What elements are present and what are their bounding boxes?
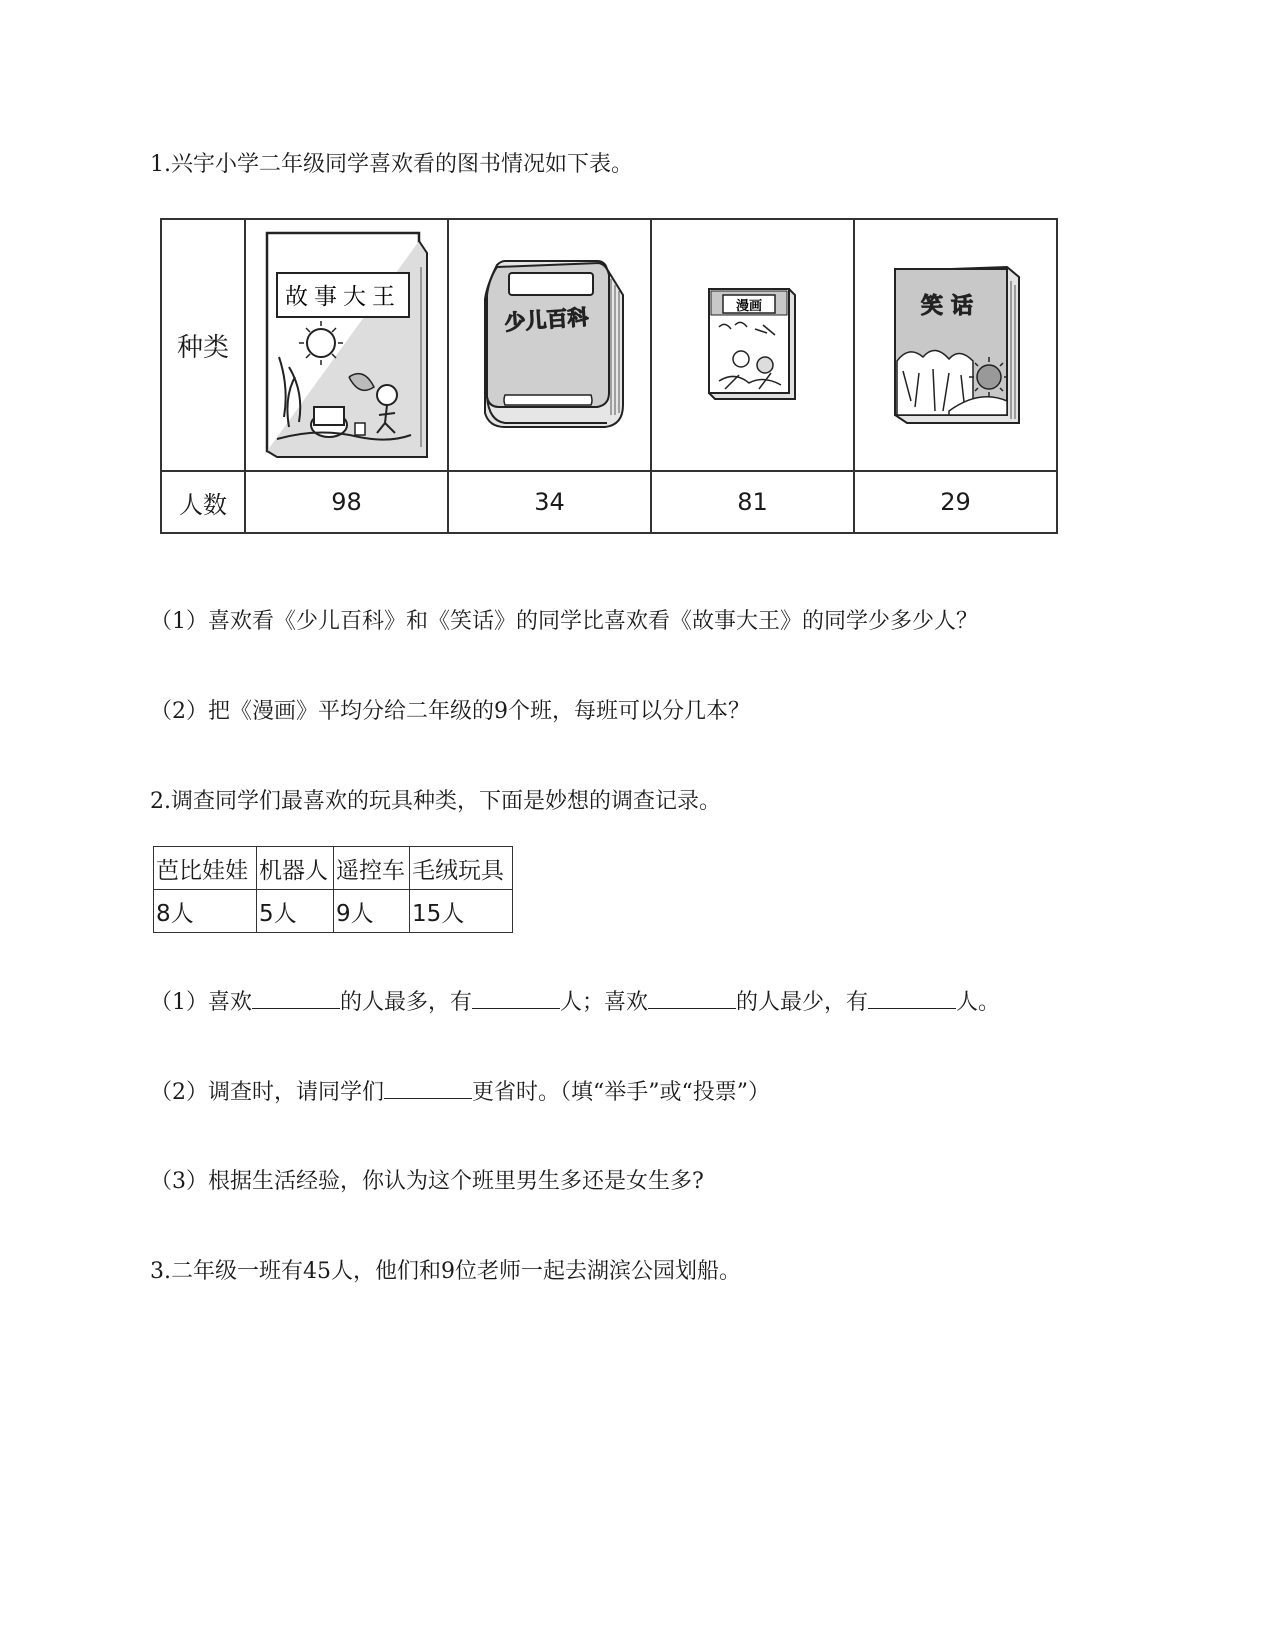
story-king-book-icon: [259, 227, 434, 463]
toy-header-rc-car: 遥控车: [334, 847, 410, 890]
toy-value-barbie: 8人: [154, 890, 257, 933]
count-story-king: 98: [245, 471, 448, 533]
q2-sub1-part-c: 人；喜欢: [560, 990, 649, 1015]
book-cell-jokes: [854, 219, 1057, 471]
q2-title: 2.调查同学们最喜欢的玩具种类，下面是妙想的调查记录。: [150, 789, 721, 814]
comic-cover-text: 漫画: [735, 299, 762, 314]
q1-sub1: （1）喜欢看《少儿百科》和《笑话》的同学比喜欢看《故事大王》的同学少多少人？: [150, 609, 978, 634]
book-cell-comic: [651, 219, 854, 471]
q1-title: 1.兴宇小学二年级同学喜欢看的图书情况如下表。: [150, 152, 633, 177]
answer-blank-least-count[interactable]: [868, 988, 956, 1009]
q2-sub2: [150, 1078, 770, 1108]
q2-sub1-part-b: 的人最多，有: [340, 990, 473, 1015]
book-cell-encyclopedia: [448, 219, 651, 471]
answer-blank-most-count[interactable]: [472, 988, 560, 1009]
q2-sub3: （3）根据生活经验，你认为这个班里男生多还是女生多?: [150, 1169, 704, 1194]
answer-blank-least-toy[interactable]: [648, 988, 736, 1009]
jokes-cover-text: 笑话: [920, 294, 981, 319]
jokes-book-icon: [889, 261, 1023, 429]
encyclopedia-book-icon: [475, 255, 625, 435]
toy-value-plush: 15人: [410, 890, 513, 933]
answer-blank-most-toy[interactable]: [252, 988, 340, 1009]
q2-sub1-part-d: 的人最少，有: [736, 990, 869, 1015]
comic-book-icon: [705, 285, 801, 405]
q2-sub1-part-e: 人。: [956, 990, 1001, 1015]
toy-value-robot: 5人: [257, 890, 334, 933]
books-table: [160, 218, 1058, 534]
answer-blank-survey-method[interactable]: [384, 1078, 472, 1099]
count-comic: 81: [651, 471, 854, 533]
toy-header-robot: 机器人: [257, 847, 334, 890]
q2-sub1-part-a: （1）喜欢: [150, 990, 252, 1015]
book-cell-story-king: [245, 219, 448, 471]
toy-header-plush: 毛绒玩具: [410, 847, 513, 890]
toys-table: [153, 846, 513, 933]
row-header-kind: 种类: [161, 219, 245, 471]
q2-sub2-part-a: （2）调查时，请同学们: [150, 1080, 384, 1105]
q2-sub2-part-b: 更省时。（填“举手”或“投票”）: [472, 1080, 770, 1105]
toy-header-barbie: 芭比娃娃: [154, 847, 257, 890]
q1-sub2: （2）把《漫画》平均分给二年级的9个班，每班可以分几本？: [150, 699, 750, 724]
count-jokes: 29: [854, 471, 1057, 533]
encyclopedia-cover-text: 少儿百科: [503, 305, 589, 335]
story-king-cover-text: 故事大王: [285, 284, 401, 310]
count-encyclopedia: 34: [448, 471, 651, 533]
toy-value-rc-car: 9人: [334, 890, 410, 933]
row-header-count: 人数: [161, 471, 245, 533]
q3-title: 3.二年级一班有45人，他们和9位老师一起去湖滨公园划船。: [150, 1259, 741, 1284]
q2-sub1: [150, 988, 1000, 1018]
